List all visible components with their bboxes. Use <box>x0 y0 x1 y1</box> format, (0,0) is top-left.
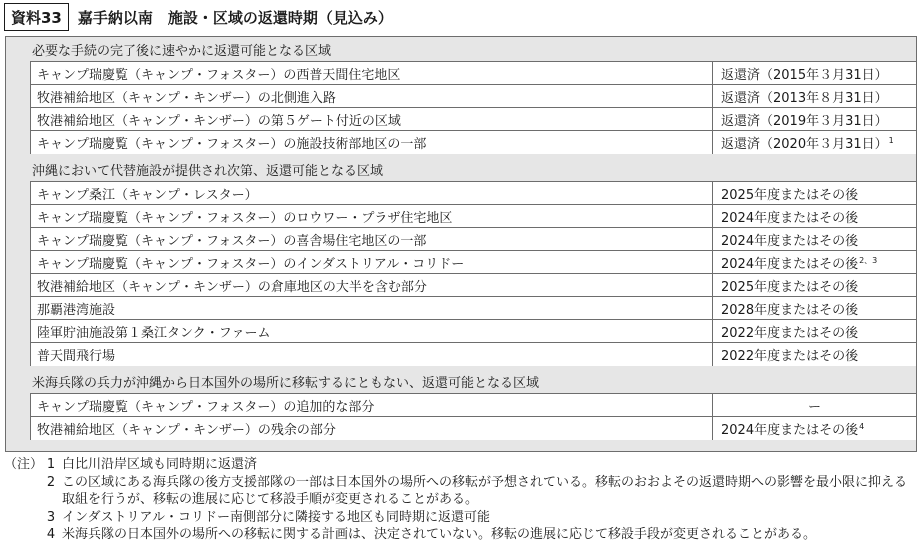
section-heading: 必要な手続の完了後に速やかに返還可能となる区域 <box>32 43 332 59</box>
facility-name: 普天間飛行場 <box>31 343 713 366</box>
facility-name: 牧港補給地区（キャンプ・キンザー）の第５ゲート付近の区域 <box>31 108 713 130</box>
footnote <box>4 509 916 527</box>
return-status: 2022年度またはその後 <box>721 349 859 364</box>
return-status: 2024年度またはその後 $^{2、3}$ <box>721 255 878 272</box>
footnote-number: 4 <box>46 527 56 542</box>
return-status: 返還済（2013年８月31日） <box>721 90 888 106</box>
table-row <box>31 62 916 85</box>
footnote <box>4 526 916 544</box>
return-status: 返還済（2019年３月31日） <box>721 113 888 129</box>
table-row <box>31 343 916 366</box>
footnote <box>4 456 916 474</box>
footnote-ref: 4 <box>859 422 865 431</box>
table-row <box>31 108 916 131</box>
footnote-number: 2 <box>46 474 56 490</box>
table-row <box>31 131 916 154</box>
facility-name: キャンプ瑞慶覧（キャンプ・フォスター）の西普天間住宅地区 <box>31 62 713 84</box>
footnote-number: 3 <box>46 509 56 525</box>
return-status: 2024年度またはその後 <box>721 210 859 226</box>
table-row <box>31 274 916 297</box>
footnote-text: インダストリアル・コリドー南側部分に隣接する地区も同時期に返還可能 <box>62 509 490 525</box>
facility-name: キャンプ瑞慶覧（キャンプ・フォスター）のインダストリアル・コリドー <box>31 251 713 273</box>
facility-name: キャンプ瑞慶覧（キャンプ・フォスター）のロウワー・プラザ住宅地区 <box>31 205 713 227</box>
return-status: ー <box>807 399 821 415</box>
facility-name: 陸軍貯油施設第１桑江タンク・ファーム <box>31 320 713 342</box>
facility-name: キャンプ瑞慶覧（キャンプ・フォスター）の喜舎場住宅地区の一部 <box>31 228 713 250</box>
table-row <box>31 417 916 440</box>
footnote-text: 米海兵隊の日本国外の場所への移転に関する計画は、決定されていない。移転の進展に応じて移設手段が変更されることがある。 <box>62 527 817 542</box>
table-row <box>31 394 916 417</box>
return-status: 返還済（2015年３月31日） <box>721 67 888 83</box>
page-title: 嘉手納以南 施設・区域の返還時期（見込み） <box>77 8 393 27</box>
table-row <box>31 320 916 343</box>
facility-name: キャンプ瑞慶覧（キャンプ・フォスター）の施設技術部地区の一部 <box>31 131 713 154</box>
header <box>0 0 393 34</box>
facility-name: 牧港補給地区（キャンプ・キンザー）の残余の部分 <box>31 417 713 440</box>
return-status: 返還済（2020年３月31日） $^1$ <box>721 136 894 152</box>
section-heading: 沖縄において代替施設が提供され次第、返還可能となる区域 <box>32 163 384 179</box>
footnote-ref: 1 <box>888 136 894 145</box>
footnote-text: この区域にある海兵隊の後方支援部隊の一部は日本国外の場所への移転が予想されている。移転のおおよその返還時期への影響を最小限に抑える取組を行うが、移転の進展に応じて移設手順が変更されることがある。 <box>62 474 908 507</box>
return-status: 2025年度またはその後 <box>721 187 859 203</box>
return-status: 2024年度またはその後 $^4$ <box>721 422 865 438</box>
table-row <box>31 205 916 228</box>
table-row <box>31 297 916 320</box>
table-row <box>31 251 916 274</box>
table-row <box>31 85 916 108</box>
return-schedule-table <box>5 36 917 452</box>
return-status: 2028年度またはその後 <box>721 302 859 318</box>
footnote-number: 1 <box>46 457 56 472</box>
footnote <box>4 474 916 509</box>
document-number-badge: 資料33 <box>4 3 69 31</box>
footnotes <box>4 456 916 544</box>
table-row <box>31 228 916 251</box>
footnote-ref: 2、3 <box>859 255 878 265</box>
facility-name: キャンプ桑江（キャンプ・レスター） <box>31 182 713 204</box>
notes-label: （注） <box>4 457 44 472</box>
footnote-text: 白比川沿岸区域も同時期に返還済 <box>62 457 258 472</box>
return-status: 2025年度またはその後 <box>721 279 859 295</box>
facility-name: 那覇港湾施設 <box>31 297 713 319</box>
facility-name: 牧港補給地区（キャンプ・キンザー）の北側進入路 <box>31 85 713 107</box>
section-rows <box>30 181 916 366</box>
return-status: 2024年度またはその後 <box>721 233 859 249</box>
facility-name: 牧港補給地区（キャンプ・キンザー）の倉庫地区の大半を含む部分 <box>31 274 713 296</box>
section-heading: 米海兵隊の兵力が沖縄から日本国外の場所に移転するにともない、返還可能となる区域 <box>32 375 540 391</box>
section-rows <box>30 61 916 154</box>
table-row <box>31 182 916 205</box>
section-rows <box>30 393 916 440</box>
facility-name: キャンプ瑞慶覧（キャンプ・フォスター）の追加的な部分 <box>31 394 713 416</box>
return-status: 2022年度またはその後 <box>721 325 859 341</box>
